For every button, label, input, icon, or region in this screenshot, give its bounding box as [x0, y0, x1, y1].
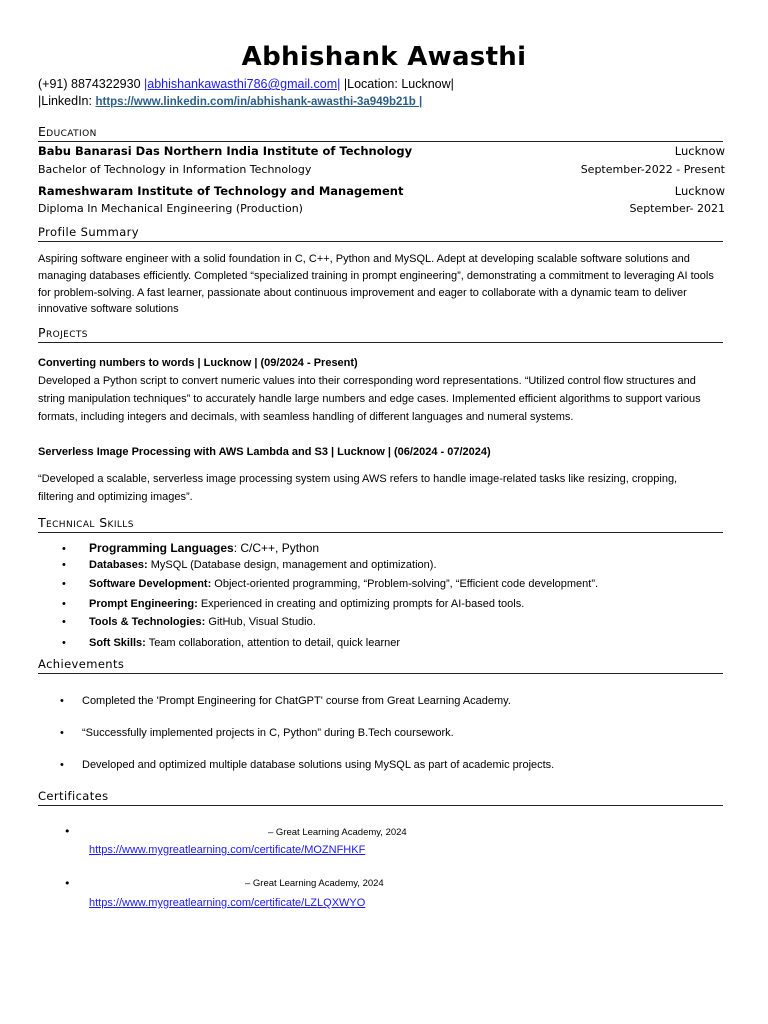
- project-description: Developed a Python script to convert numeric values into their corresponding word representations. “Utilized control flow structures and string manipulation techniques” to accurately handle large numbers and edge cases. Implemented efficient algorithms to support various formats, including integers and decimals, with seamless handling of different languages and numeral systems.: [38, 375, 701, 423]
- education-entry-2-detail: [38, 202, 725, 215]
- degree-dates: September- 2021: [629, 202, 725, 215]
- institution-name: Babu Banarasi Das Northern India Institute of Technology: [38, 144, 413, 158]
- institution-name: Rameshwaram Institute of Technology and Management: [38, 184, 404, 198]
- skill-item: [62, 578, 722, 590]
- bullet-dot: •: [62, 559, 66, 571]
- linkedin-line: [38, 94, 738, 108]
- skill-label: Tools & Technologies:: [89, 616, 206, 628]
- linkedin-label: |LinkedIn:: [38, 94, 92, 108]
- achievement-text: Completed the 'Prompt Engineering for ChatGPT' course from Great Learning Academy.: [82, 695, 511, 707]
- education-entry-2: [38, 184, 725, 198]
- institution-place: Lucknow: [674, 144, 725, 158]
- education-entry-1-detail: [38, 163, 725, 176]
- education-heading: Education: [38, 124, 723, 142]
- bullet-dot: •: [62, 637, 66, 649]
- email-link[interactable]: |abhishankawasthi786@gmail.com|: [144, 77, 341, 91]
- skill-value: Object-oriented programming, “Problem-solving”, “Efficient code development”.: [211, 578, 599, 590]
- certificate-source: – Great Learning Academy, 2024: [268, 827, 407, 838]
- project-heading: Converting numbers to words | Lucknow | (09/2024 - Present): [38, 357, 358, 369]
- summary-text: Aspiring software engineer with a solid foundation in C, C++, Python and MySQL. Adept at developing scalable software solutions and managing databases efficiently. Completed “specialized training in prompt engineering”, demonstrating a commitment to leveraging AI tools for problem-solving. A fast learner, passionate about continuous improvement and eager to collaborate with a dynamic team to deliver innovative software solutions: [38, 253, 714, 316]
- contact-line: [38, 77, 738, 91]
- skill-item: [62, 559, 722, 571]
- project-heading: Serverless Image Processing with AWS Lambda and S3 | Lucknow | (06/2024 - 07/2024): [38, 446, 491, 458]
- project-description: “Developed a scalable, serverless image processing system using AWS refers to handle image-related tasks like resizing, cropping, filtering and optimizing images”.: [38, 473, 678, 503]
- skill-label: Programming Languages: [89, 541, 234, 555]
- bullet-dot: •: [60, 695, 64, 707]
- skill-value: Experienced in creating and optimizing prompts for AI-based tools.: [197, 598, 525, 610]
- location-text: |Location: Lucknow|: [343, 77, 454, 91]
- achievement-item: [60, 695, 720, 707]
- skills-heading: Technical Skills: [38, 515, 723, 533]
- skill-item: [62, 541, 722, 555]
- skill-value: GitHub, Visual Studio.: [205, 616, 316, 628]
- candidate-name: Abhishank Awasthi: [241, 42, 527, 72]
- skill-label: Soft Skills:: [89, 637, 146, 649]
- achievement-item: [60, 759, 720, 771]
- certificate-link[interactable]: https://www.mygreatlearning.com/certificate/MOZNFHKF: [89, 844, 366, 856]
- certificate-link[interactable]: https://www.mygreatlearning.com/certificate/LZLQXWYO: [89, 897, 366, 909]
- skill-value: Team collaboration, attention to detail, quick learner: [145, 637, 401, 649]
- achievement-item: [60, 727, 720, 739]
- bullet-dot: •: [60, 759, 64, 771]
- bullet-dot: •: [62, 543, 66, 555]
- skill-item: [62, 598, 722, 610]
- bullet-dot: •: [60, 727, 64, 739]
- certificate-source: – Great Learning Academy, 2024: [245, 878, 384, 889]
- skill-value: : C/C++, Python: [233, 541, 320, 555]
- achievements-heading: Achievements: [38, 657, 723, 674]
- degree-name: Bachelor of Technology in Information Technology: [38, 163, 312, 176]
- education-entry-1: [38, 144, 725, 158]
- bullet-dot: •: [62, 598, 66, 610]
- achievement-text: Developed and optimized multiple database solutions using MySQL as part of academic projects.: [82, 759, 555, 771]
- bullet-dot: •: [64, 877, 71, 890]
- phone-number: (+91) 8874322930: [38, 77, 141, 91]
- summary-heading: Profile Summary: [38, 225, 723, 242]
- skill-label: Software Development:: [89, 578, 212, 590]
- institution-place: Lucknow: [674, 184, 725, 198]
- bullet-dot: •: [62, 616, 66, 628]
- skill-value: MySQL (Database design, management and optimization).: [147, 559, 437, 571]
- skill-item: [62, 637, 722, 649]
- degree-name: Diploma In Mechanical Engineering (Production): [38, 202, 303, 215]
- bullet-dot: •: [62, 578, 66, 590]
- projects-heading: Projects: [38, 325, 723, 343]
- skill-label: Databases:: [89, 559, 148, 571]
- certificates-heading: Certificates: [38, 789, 723, 806]
- skill-label: Prompt Engineering:: [89, 598, 198, 610]
- degree-dates: September-2022 - Present: [580, 163, 725, 176]
- achievement-text: “Successfully implemented projects in C, Python” during B.Tech coursework.: [82, 727, 454, 739]
- linkedin-link[interactable]: https://www.linkedin.com/in/abhishank-awasthi-3a949b21b |: [95, 96, 423, 108]
- bullet-dot: •: [64, 825, 71, 838]
- skill-item: [62, 616, 722, 628]
